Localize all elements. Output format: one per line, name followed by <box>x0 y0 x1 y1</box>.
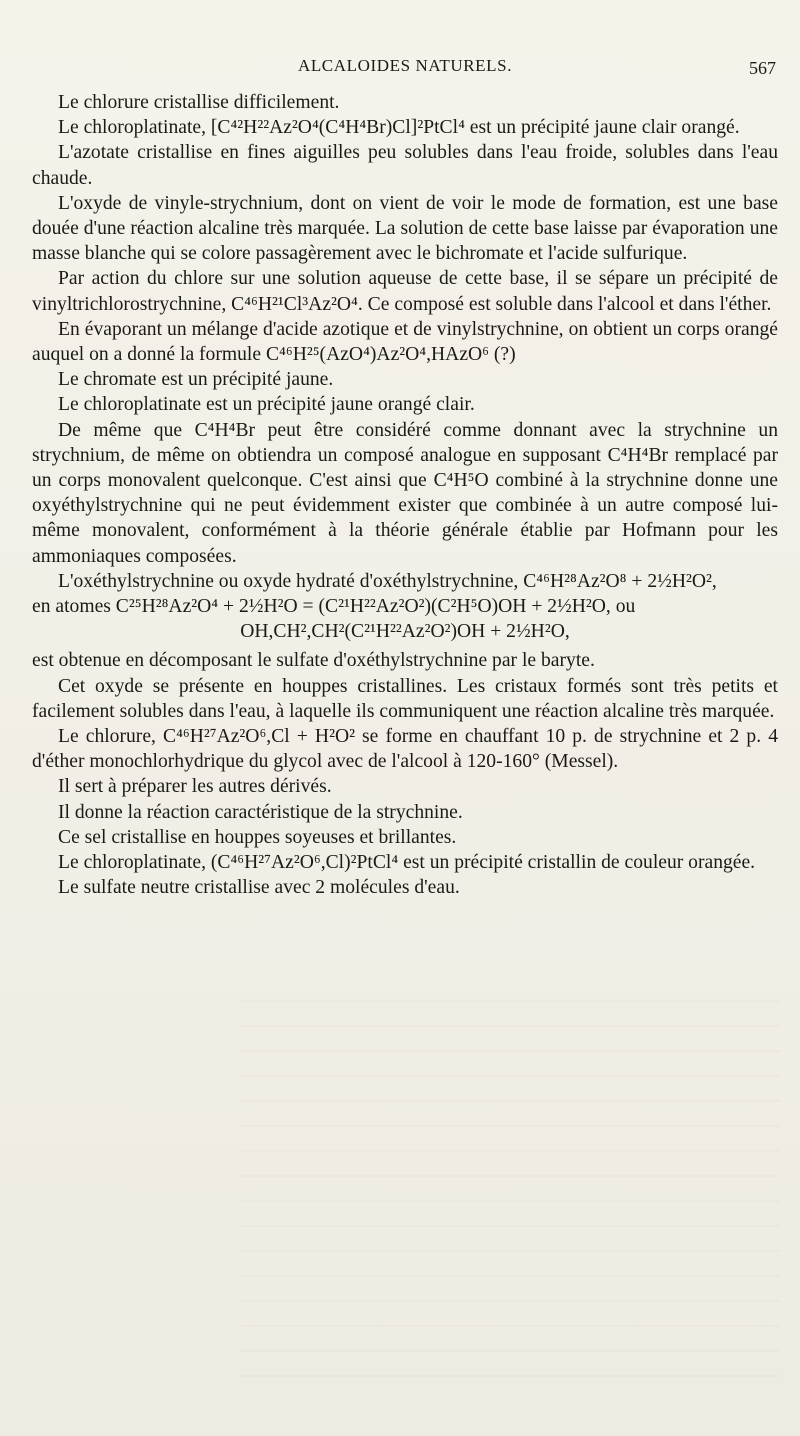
paragraph: Il donne la réaction caractéristique de la strychnine. <box>58 801 463 823</box>
paragraph: Il sert à préparer les autres dérivés. <box>58 776 332 798</box>
formula-line: OH,CH²,CH²(C²¹H²²Az²O²)OH + 2½H²O, <box>240 621 570 643</box>
paragraph: De même que C⁴H⁴Br peut être considéré comme donnant avec la strychnine un strychnium, de même on obtiendra un composé analogue en supposant C⁴H⁴Br remplacé par un corps monovalent quelconque. C'est ainsi que C⁴H⁵O combiné à la strychnine donne une oxyéthylstrychnine qui ne peut évidemment exister que combinée à un autre composé lui-même monovalent, conformément à la théorie générale établie par Hofmann pour les ammoniaques composées. <box>32 419 778 567</box>
page-number: 567 <box>749 58 776 78</box>
paragraph: L'oxyde de vinyle-strychnium, dont on vient de voir le mode de formation, est une base douée d'une réaction alcaline très marquée. La solution de cette base laisse par évaporation une masse blanche qui se colore passagèrement avec le bichromate et l'acide sulfurique. <box>32 192 778 265</box>
paragraph: Le sulfate neutre cristallise avec 2 molécules d'eau. <box>58 877 460 899</box>
paragraph: Le chloroplatinate, (C⁴⁶H²⁷Az²O⁶,Cl)²PtCl⁴ est un précipité cristallin de couleur orangée. <box>58 852 756 874</box>
paragraph: Par action du chlore sur une solution aqueuse de cette base, il se sépare un précipité de vinyltrichlorostrychnine, C⁴⁶H²¹Cl³Az²O⁴. Ce composé est soluble dans l'alcool et dans l'éther. <box>32 268 778 315</box>
page-header <box>32 56 778 86</box>
paragraph: est obtenue en décomposant le sulfate d'oxéthylstrychnine par le baryte. <box>32 650 595 672</box>
page-body <box>32 90 778 901</box>
paragraph: En évaporant un mélange d'acide azotique et de vinylstrychnine, on obtient un corps orangé auquel on a donné la formule C⁴⁶H²⁵(AzO⁴)Az²O⁴,HAzO⁶ (?) <box>32 318 778 366</box>
paragraph: Le chlorure, C⁴⁶H²⁷Az²O⁶,Cl + H²O² se forme en chauffant 10 p. de strychnine et 2 p. 4 d'éther monochlorhydrique du glycol avec de l'alcool à 120-160° (Messel). <box>32 726 778 773</box>
paragraph: Le chlorure cristallise difficilement. <box>58 92 340 113</box>
paragraph: Cet oxyde se présente en houppes cristallines. Les cristaux formés sont très petits et facilement solubles dans l'eau, à laquelle ils communiquent une réaction alcaline très marquée. <box>32 675 778 722</box>
paragraph: Le chloroplatinate, [C⁴²H²²Az²O⁴(C⁴H⁴Br)Cl]²PtCl⁴ est un précipité jaune clair orangé. <box>58 117 740 139</box>
paragraph: Le chloroplatinate est un précipité jaune orangé clair. <box>58 394 475 416</box>
paragraph: L'oxéthylstrychnine ou oxyde hydraté d'oxéthylstrychnine, C⁴⁶H²⁸Az²O⁸ + 2½H²O², <box>58 570 717 592</box>
bleed-through-texture <box>240 1000 780 1380</box>
paragraph: Ce sel cristallise en houppes soyeuses et brillantes. <box>58 826 457 848</box>
running-head: ALCALOIDES NATURELS. <box>297 56 513 75</box>
formula-line: en atomes C²⁵H²⁸Az²O⁴ + 2½H²O = (C²¹H²²Az²O²)(C²H⁵O)OH + 2½H²O, ou <box>32 596 636 618</box>
paragraph: L'azotate cristallise en fines aiguilles peu solubles dans l'eau froide, solubles dans l'eau chaude. <box>32 142 778 189</box>
paragraph: Le chromate est un précipité jaune. <box>58 369 334 391</box>
